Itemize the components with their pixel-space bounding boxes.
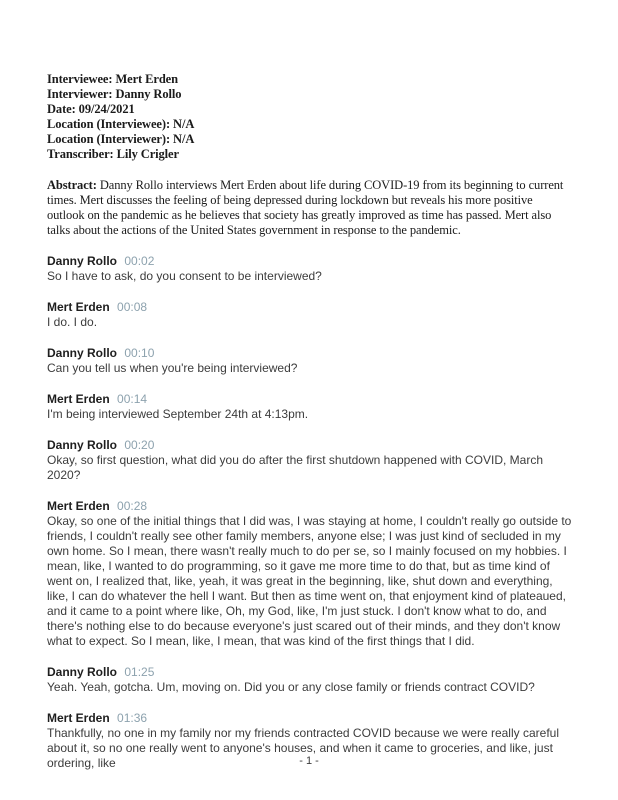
speaker-line — [47, 438, 574, 453]
metadata-line-transcriber: Transcriber: Lily Crigler — [47, 147, 179, 161]
timestamp: 00:02 — [124, 254, 155, 268]
page-number: - 1 - — [299, 755, 319, 767]
abstract-text: Danny Rollo interviews Mert Erden about life during COVID-19 from its beginning to current times. Mert discusses the feeling of being depressed during lockdown but reveals his more positive outlook on the pandemic as he believes that society has greatly improved as time has passed. Mert also talks about the actions of the United States government in response to the pandemic. — [47, 178, 564, 237]
abstract-paragraph — [47, 178, 573, 238]
transcript-turn — [47, 346, 574, 376]
turn-text: I do. I do. — [47, 315, 98, 329]
speaker-name: Danny Rollo — [47, 438, 118, 452]
speaker-name: Mert Erden — [47, 499, 110, 513]
turn-text: Okay, so first question, what did you do after the first shutdown happened with COVID, March 2020? — [47, 453, 544, 482]
transcript-turn — [47, 392, 574, 422]
speaker-line — [47, 499, 574, 514]
speaker-name: Danny Rollo — [47, 346, 118, 360]
timestamp: 01:25 — [124, 665, 155, 679]
metadata-line-interviewee: Interviewee: Mert Erden — [47, 72, 178, 86]
speaker-line — [47, 665, 574, 680]
speaker-name: Mert Erden — [47, 711, 110, 725]
turn-text: Yeah. Yeah, gotcha. Um, moving on. Did you or any close family or friends contract COVID? — [47, 680, 535, 694]
transcript-turn — [47, 300, 574, 330]
abstract-label: Abstract: — [47, 178, 97, 192]
metadata-line-location-interviewer: Location (Interviewer): N/A — [47, 132, 195, 146]
timestamp: 00:20 — [124, 438, 155, 452]
transcript-turn — [47, 254, 574, 284]
speaker-name: Mert Erden — [47, 392, 110, 406]
timestamp: 00:28 — [117, 499, 148, 513]
metadata-line-interviewer: Interviewer: Danny Rollo — [47, 87, 182, 101]
transcript — [47, 254, 574, 771]
timestamp: 00:14 — [117, 392, 148, 406]
turn-text: Thankfully, no one in my family nor my friends contracted COVID because we were really careful about it, so no one really went to anyone's houses, and when it came to groceries, and like, just ordering, like — [47, 726, 559, 770]
turn-text: Can you tell us when you're being interviewed? — [47, 361, 298, 375]
speaker-line — [47, 711, 574, 726]
transcript-turn — [47, 499, 574, 649]
turn-text: So I have to ask, do you consent to be interviewed? — [47, 269, 322, 283]
speaker-name: Danny Rollo — [47, 665, 118, 679]
transcript-turn — [47, 665, 574, 695]
metadata-block — [47, 72, 573, 162]
speaker-line — [47, 254, 574, 269]
timestamp: 00:08 — [117, 300, 148, 314]
speaker-name: Danny Rollo — [47, 254, 118, 268]
turn-text: I'm being interviewed September 24th at 4:13pm. — [47, 407, 309, 421]
turn-text: Okay, so one of the initial things that I did was, I was staying at home, I couldn't really go outside to friends, I couldn't really see other family members, anyone else; I was just kind of secluded in my own home. So I mean, there wasn't really much to do per se, so I mainly focused on my hobbies. I mean, like, I wanted to do programming, so it gave me more time to do that, but as time kind of went on, I realized that, like, yeah, it was great in the beginning, like, shut down and everything, like, I can do whatever the hell I want. But then as time went on, that enjoyment kind of plateaued, and it came to a point where like, Oh, my God, like, I'm just stuck. I don't know what to do, and there's nothing else to do because everyone's just scared out of their minds, and they don't know what to expect. So I mean, like, I mean, that was kind of the first things that I did. — [47, 514, 572, 648]
speaker-name: Mert Erden — [47, 300, 110, 314]
metadata-line-location-interviewee: Location (Interviewee): N/A — [47, 117, 195, 131]
metadata-line-date: Date: 09/24/2021 — [47, 102, 135, 116]
timestamp: 00:10 — [124, 346, 155, 360]
speaker-line — [47, 392, 574, 407]
transcript-turn — [47, 438, 574, 483]
speaker-line — [47, 300, 574, 315]
timestamp: 01:36 — [117, 711, 148, 725]
speaker-line — [47, 346, 574, 361]
